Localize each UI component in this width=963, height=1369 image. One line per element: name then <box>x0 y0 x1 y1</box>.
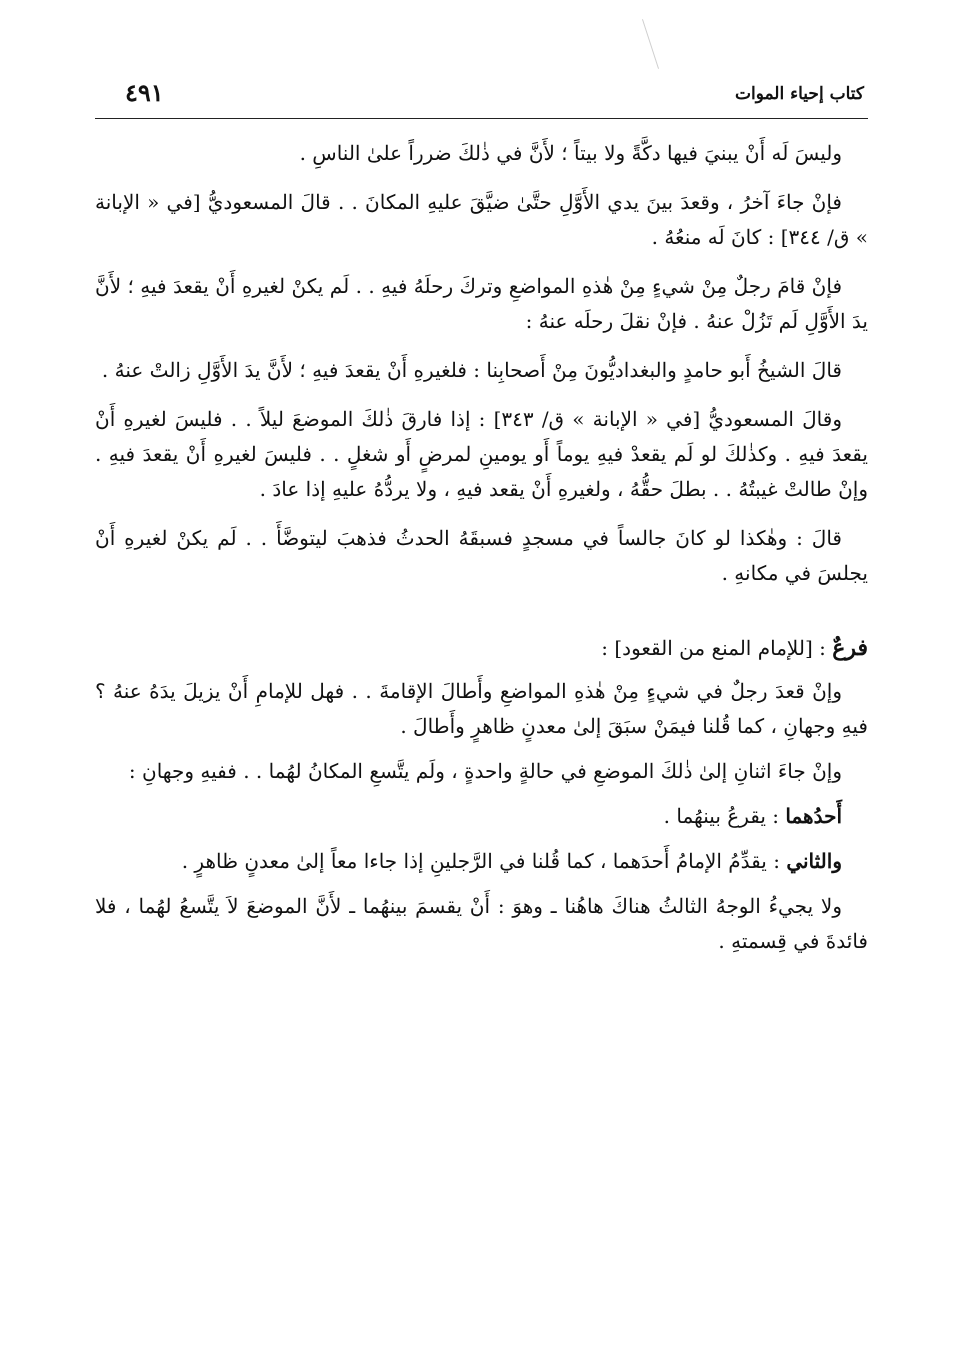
paragraph: وإنْ قعدَ رجلٌ في شيءٍ مِنْ هٰذهِ المواضعِ وأَطالَ الإقامةَ . . فهل للإمامِ أَنْ يزيلَ يدَهُ عنهُ ؟ فيهِ وجهانِ ، كما قُلنا فيمَنْ سبَقَ إلىٰ معدنٍ ظاهرٍ وأَطالَ . <box>95 679 868 738</box>
section-heading <box>95 631 868 666</box>
opinion-one-text: : يقرعُ بينهُما . <box>663 804 780 828</box>
running-header <box>95 74 868 119</box>
scan-mark <box>642 19 659 69</box>
paragraph: وليسَ لَه أَنْ يبنيَ فيها دكَّةً ولا بيتاً ؛ لأَنَّ في ذٰلكَ ضرراً علىٰ الناسِ . <box>299 141 842 165</box>
paragraph: فإنْ جاءَ آخرُ ، وقعدَ بينَ يدي الأَوَّلِ حتَّىٰ ضيَّقَ عليهِ المكانَ . . قالَ المسعوديُّ [في « الإبانة » ق/ ٣٤٤] : كانَ لَه منعُهُ . <box>95 190 868 249</box>
paragraph: وقالَ المسعوديُّ [في « الإبانة » ق/ ٣٤٣] : إذا فارقَ ذٰلكَ الموضعَ ليلاً . . فليسَ لغيرهِ أَنْ يقعدَ فيهِ . وكذٰلكَ لو لَم يقعدْ فيهِ يوماً أَو يومينِ لمرضٍ أَو شغلٍ . . فليسَ لغيرهِ أَنْ يقعدَ فيهِ . وإنْ طالتْ غيبتُهُ . . بطلَ حقُّهُ ، ولغيرهِ أَنْ يقعد فيهِ ، ولا يردُّهُ عليهِ إذا عادَ . <box>95 407 868 501</box>
paragraph: ولا يجيءُ الوجهُ الثالثُ هناكَ هاهُنا ـ وهوَ : أَنْ يقسمَ بينهُما ـ لأَنَّ الموضعَ لاَ يتَّسعُ لهُما ، فلا فائدةَ في قِسمتهِ . <box>95 894 868 953</box>
section-title: : [للإمام المنع من القعود] : <box>601 636 826 660</box>
section-lead: فرعٌ <box>832 635 868 661</box>
opinion-one <box>95 799 868 834</box>
page-number: ٤٩١ <box>125 78 164 107</box>
opinion-one-lead: أَحدُهما <box>785 804 842 828</box>
opinion-two-text: : يقدِّمُ الإمامُ أَحدَهما ، كما قُلنا في الرَّجلينِ إذا جاءا معاً إلىٰ معدنٍ ظاهرٍ . <box>181 849 780 873</box>
opinion-two <box>95 844 868 879</box>
opinion-two-lead: والثاني <box>786 849 842 873</box>
paragraph: قالَ الشيخُ أَبو حامدٍ والبغداديُّونَ مِنْ أَصحابِنا : فلغيرهِ أَنْ يقعدَ فيهِ ؛ لأَنَّ يدَ الأَوَّلِ زالتْ عنهُ . <box>101 358 842 382</box>
running-title: كتاب إحياء الموات <box>734 84 864 104</box>
paragraph: قالَ : وهٰكذا لو كانَ جالساً في مسجدٍ فسبقَهُ الحدثُ فذهبَ ليتوضَّأَ . . لَم يكنْ لغيرهِ أَنْ يجلسَ في مكانهِ . <box>95 526 868 585</box>
paragraph: فإنْ قامَ رجلٌ مِنْ شيءٍ مِنْ هٰذهِ المواضعِ وتركَ رحلَهُ فيهِ . . لَم يكنْ لغيرهِ أَنْ يقعدَ فيهِ ؛ لأَنَّ يدَ الأَوَّلِ لَم تَزُلْ عنهُ . فإنْ نقلَ رحلَه عنهُ : <box>95 274 868 333</box>
page-body <box>95 136 868 973</box>
paragraph: وإنْ جاءَ اثنانِ إلىٰ ذٰلكَ الموضعِ في حالةٍ واحدةٍ ، ولَم يتَّسعِ المكانُ لهُما . . ففيهِ وجهانِ : <box>128 759 842 783</box>
